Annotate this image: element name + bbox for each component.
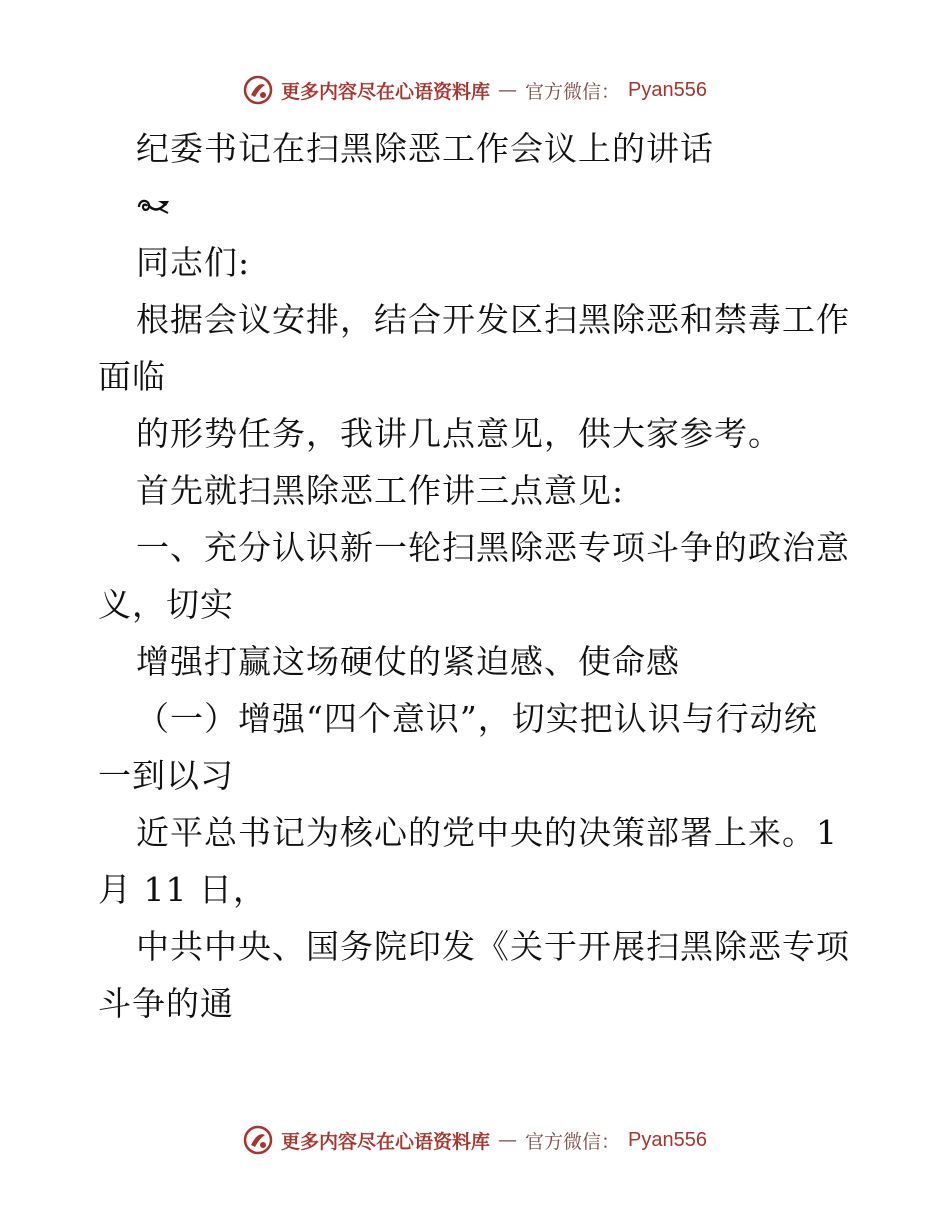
document-title: 纪委书记在扫黑除恶工作会议上的讲话 <box>136 129 714 168</box>
paragraph-line: 根据会议安排，结合开发区扫黑除恶和禁毒工作 <box>136 300 850 339</box>
paragraph-line: 一到以习 <box>98 756 234 795</box>
header-banner <box>0 70 950 110</box>
footer-banner <box>0 1120 950 1160</box>
flourish-ornament-icon <box>136 195 172 217</box>
banner-official-label: 官方微信： <box>525 80 621 103</box>
salutation: 同志们: <box>136 243 251 282</box>
paragraph-line: 面临 <box>98 357 166 396</box>
paragraph-line: 增强打赢这场硬仗的紧迫感、使命感 <box>136 642 680 681</box>
paragraph-line: 斗争的通 <box>98 984 234 1023</box>
banner-brand-text: 更多内容尽在心语资料库 <box>281 1130 491 1153</box>
seal-logo-icon <box>243 1125 273 1155</box>
banner-dash: — <box>498 1129 518 1151</box>
section-heading: 一、充分认识新一轮扫黑除恶专项斗争的政治意 <box>136 528 850 567</box>
subsection-heading: （一）增强“四个意识”，切实把认识与行动统 <box>136 699 818 738</box>
seal-logo-icon <box>243 75 273 105</box>
banner-official-label: 官方微信： <box>525 1130 621 1153</box>
banner-wechat-id: Pyan556 <box>628 1128 707 1151</box>
banner-dash: — <box>498 79 518 101</box>
ornament-row <box>98 177 858 234</box>
section-heading: 义，切实 <box>98 585 234 624</box>
paragraph-line: 月 11 日， <box>98 870 267 909</box>
paragraph-line: 近平总书记为核心的党中央的决策部署上来。1 <box>136 813 838 852</box>
paragraph-line: 中共中央、国务院印发《关于开展扫黑除恶专项 <box>136 927 850 966</box>
paragraph-line: 的形势任务，我讲几点意见，供大家参考。 <box>136 414 782 453</box>
banner-wechat-id: Pyan556 <box>628 78 707 101</box>
banner-brand-text: 更多内容尽在心语资料库 <box>281 80 491 103</box>
paragraph-line: 首先就扫黑除恶工作讲三点意见: <box>136 471 625 510</box>
document-body <box>98 120 858 1032</box>
